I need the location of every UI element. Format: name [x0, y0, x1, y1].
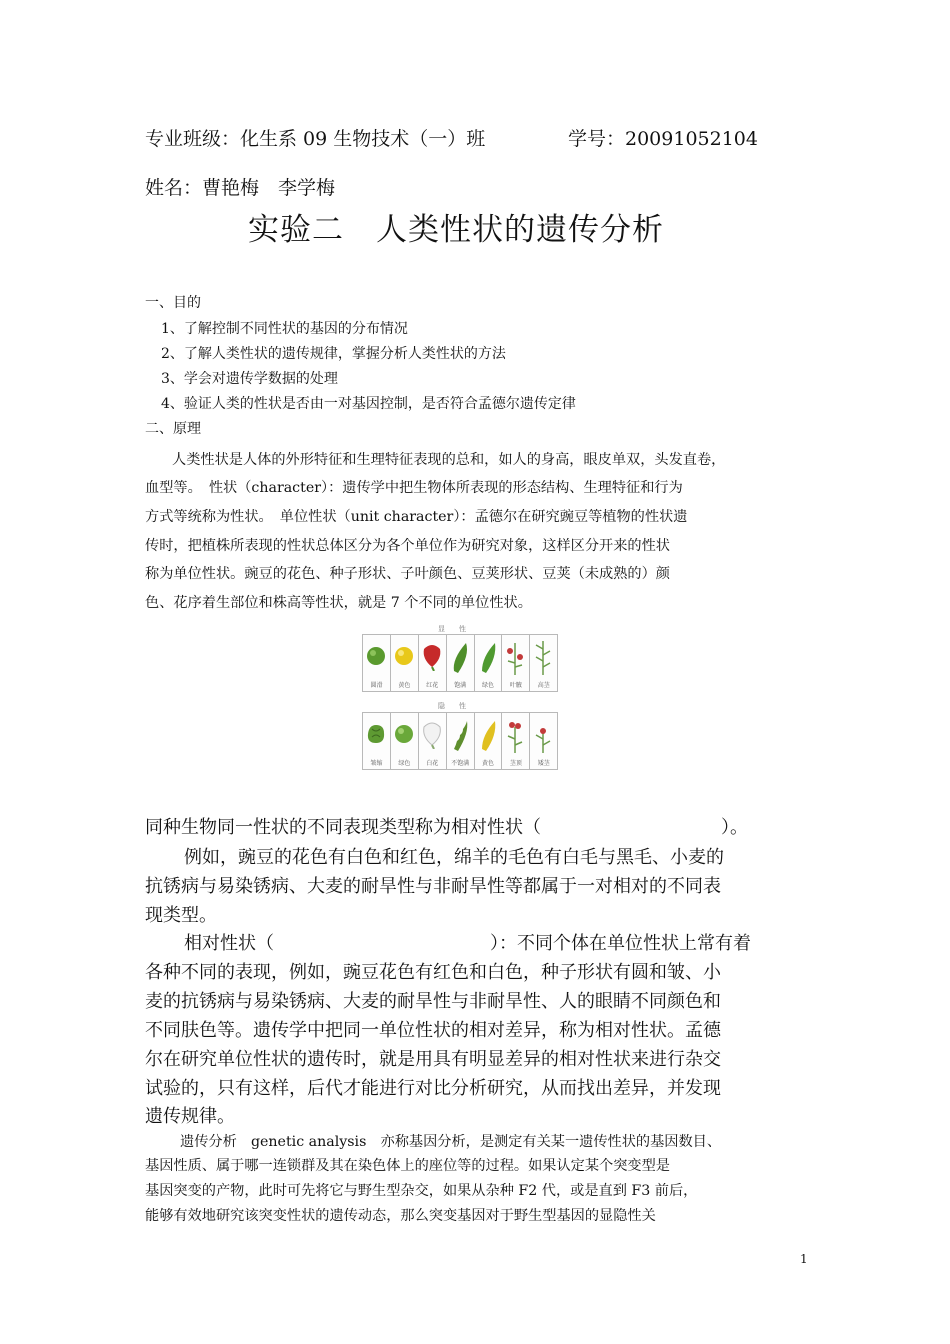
- principle-line: 方式等统称为性状。 单位性状（unit character）：孟德尔在研究豌豆等植物的性状遗: [145, 509, 688, 525]
- principle-line: 血型等。 性状（character）：遗传学中把生物体所表现的形态结构、生理特征和行为: [145, 480, 683, 496]
- short-stem-icon: [531, 719, 555, 753]
- principle-line: 人类性状是人体的外形特征和生理特征表现的总和，如人的身高，眼皮单双，头发直卷，: [172, 452, 726, 468]
- genetic-analysis-line: 基因突变的产物，此时可先将它与野生型杂交，如果从杂种 F2 代，或是直到 F3 前后，: [145, 1183, 698, 1199]
- trait-cell: 不饱满: [446, 712, 475, 770]
- constricted-pod-icon: [448, 719, 472, 753]
- green-pea-icon: [392, 719, 416, 749]
- axial-flower-icon: [503, 641, 527, 675]
- relative-trait-def-line: 相对性状（ ）：不同个体在单位性状上常有着: [184, 933, 751, 954]
- round-pea-icon: [364, 641, 388, 671]
- trait-cell: 皱缩: [362, 712, 391, 770]
- trait-cell: 红花: [418, 634, 447, 692]
- purpose-item: 4、验证人类的性状是否由一对基因控制，是否符合孟德尔遗传定律: [161, 396, 576, 412]
- trait-cell: 高茎: [529, 634, 558, 692]
- student-id: 学号：20091052104: [568, 128, 758, 150]
- trait-cell: 绿色: [390, 712, 419, 770]
- relative-trait-line: 同种生物同一性状的不同表现类型称为相对性状（ ）。: [145, 817, 748, 838]
- genetic-analysis-line: 遗传分析 genetic analysis 亦称基因分析，是测定有关某一遗传性状的基因数目、: [180, 1134, 722, 1150]
- relative-trait-line: 例如，豌豆的花色有白色和红色，绵羊的毛色有白毛与黑毛、小麦的: [184, 847, 724, 868]
- relative-trait-line: 抗锈病与易染锈病、大麦的耐旱性与非耐旱性等都属于一对相对的不同表: [145, 876, 721, 897]
- relative-trait-line: 现类型。: [145, 905, 217, 926]
- trait-cell: 矮茎: [529, 712, 558, 770]
- student-names: 姓名：曹艳梅 李学梅: [145, 177, 336, 199]
- relative-trait-def-line: 麦的抗锈病与易染锈病、大麦的耐旱性与非耐旱性、人的眼睛不同颜色和: [145, 991, 721, 1012]
- purpose-item: 3、学会对遗传学数据的处理: [161, 371, 338, 387]
- page-number: 1: [800, 1252, 808, 1266]
- principle-line: 色、花序着生部位和株高等性状，就是 7 个不同的单位性状。: [145, 595, 532, 611]
- pea-traits-figure: [360, 624, 560, 774]
- principle-line: 称为单位性状。豌豆的花色、种子形状、子叶颜色、豆荚形状、豆荚（未成熟的）颜: [145, 566, 670, 582]
- trait-cell: 黄色: [474, 712, 503, 770]
- genetic-analysis-line: 基因性质、属于哪一连锁群及其在染色体上的座位等的过程。如果认定某个突变型是: [145, 1158, 670, 1174]
- trait-cell: 绿色: [474, 634, 503, 692]
- class-line: 专业班级：化生系 09 生物技术（一）班: [145, 128, 486, 150]
- terminal-flower-icon: [503, 719, 527, 753]
- dominant-header: 显 性: [438, 625, 466, 633]
- purpose-item: 1、了解控制不同性状的基因的分布情况: [161, 321, 408, 337]
- relative-trait-def-line: 各种不同的表现，例如，豌豆花色有红色和白色，种子形状有圆和皱、小: [145, 962, 721, 983]
- wrinkled-pea-icon: [364, 719, 388, 749]
- purpose-item: 2、了解人类性状的遗传规律，掌握分析人类性状的方法: [161, 346, 506, 362]
- relative-trait-def-line: 遗传规律。: [145, 1106, 235, 1127]
- yellow-pea-icon: [392, 641, 416, 671]
- trait-cell: 白花: [418, 712, 447, 770]
- relative-trait-def-line: 不同肤色等。遗传学中把同一单位性状的相对差异，称为相对性状。孟德: [145, 1020, 721, 1041]
- recessive-header: 隐 性: [438, 702, 466, 710]
- section-heading-purpose: 一、目的: [145, 295, 201, 311]
- trait-cell: 黄色: [390, 634, 419, 692]
- relative-trait-def-line: 试验的，只有这样，后代才能进行对比分析研究，从而找出差异，并发现: [145, 1078, 721, 1099]
- white-flower-icon: [420, 719, 444, 749]
- genetic-analysis-line: 能够有效地研究该突变性状的遗传动态，那么突变基因对于野生型基因的显隐性关: [145, 1208, 656, 1224]
- trait-cell: 叶腋: [501, 634, 530, 692]
- tall-stem-icon: [531, 641, 555, 675]
- section-heading-principle: 二、原理: [145, 421, 201, 437]
- full-pod-icon: [448, 641, 472, 675]
- green-pod-icon: [476, 641, 500, 675]
- dominant-row: [362, 634, 557, 692]
- trait-cell: 圆滑: [362, 634, 391, 692]
- page-title: 实验二 人类性状的遗传分析: [248, 212, 664, 248]
- trait-cell: 茎顶: [501, 712, 530, 770]
- yellow-pod-icon: [476, 719, 500, 753]
- principle-line: 传时，把植株所表现的性状总体区分为各个单位作为研究对象，这样区分开来的性状: [145, 538, 670, 554]
- trait-cell: 饱满: [446, 634, 475, 692]
- relative-trait-def-line: 尔在研究单位性状的遗传时，就是用具有明显差异的相对性状来进行杂交: [145, 1049, 721, 1070]
- recessive-row: [362, 712, 557, 770]
- red-flower-icon: [420, 641, 444, 671]
